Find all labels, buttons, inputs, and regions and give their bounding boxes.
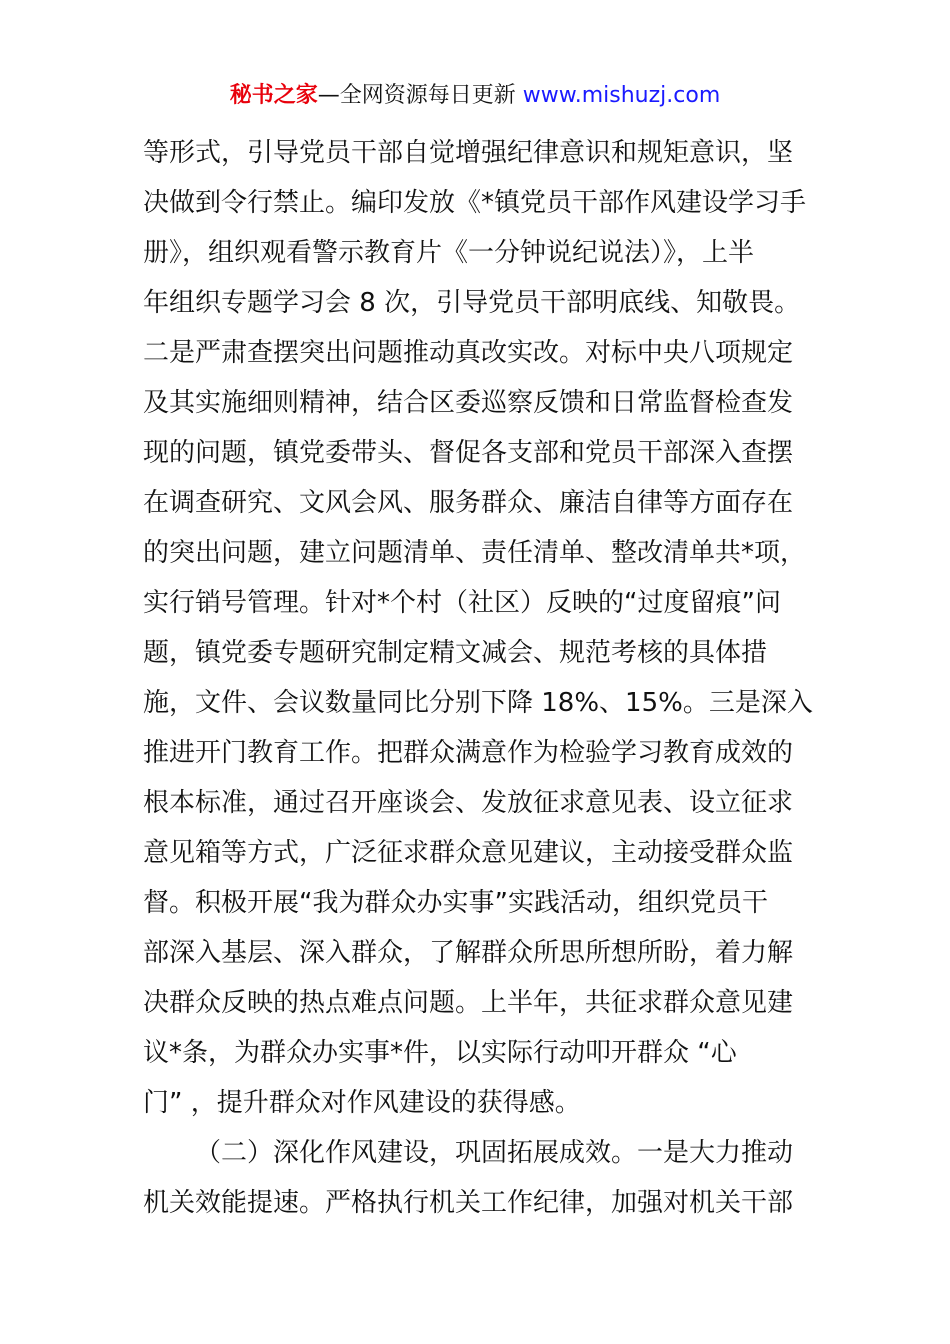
text-line: 年组织专题学习会 8 次，引导党员干部明底线、知敬畏。 [143, 288, 801, 318]
text-line: 决群众反映的热点难点问题。上半年，共征求群众意见建 [143, 988, 794, 1018]
text-line: 实行销号管理。针对*个村（社区）反映的“过度留痕”问 [143, 588, 781, 618]
text-line: 现的问题，镇党委带头、督促各支部和党员干部深入查摆 [143, 438, 794, 468]
site-url[interactable]: www.mishuzj.com [522, 83, 721, 108]
text-line: 等形式，引导党员干部自觉增强纪律意识和规矩意识，坚 [143, 138, 794, 168]
brand-name: 秘书之家 [229, 83, 318, 108]
text-line: 册》，组织观看警示教育片《一分钟说纪说法）》，上半 [143, 238, 755, 268]
text-line: 的突出问题，建立问题清单、责任清单、整改清单共*项， [143, 538, 807, 568]
text-line: 在调查研究、文风会风、服务群众、廉洁自律等方面存在 [143, 488, 794, 518]
site-header [0, 80, 950, 112]
text-line: 部深入基层、深入群众，了解群众所思所想所盼，着力解 [143, 938, 794, 968]
text-line: 督。积极开展“我为群众办实事”实践活动，组织党员干 [143, 888, 768, 918]
text-line: 施，文件、会议数量同比分别下降 18%、15%。三是深入 [143, 688, 813, 718]
text-line: 意见箱等方式，广泛征求群众意见建议，主动接受群众监 [143, 838, 794, 868]
text-line: 议*条，为群众办实事*件，以实际行动叩开群众 “心 [143, 1038, 737, 1068]
text-line: 二是严肃查摆突出问题推动真改实改。对标中央八项规定 [143, 338, 794, 368]
text-line: 决做到令行禁止。编印发放《*镇党员干部作风建设学习手 [143, 188, 807, 218]
text-line: 推进开门教育工作。把群众满意作为检验学习教育成效的 [143, 738, 794, 768]
text-line: 门” ，提升群众对作风建设的获得感。 [143, 1088, 581, 1118]
paragraph-start-line: （二）深化作风建设，巩固拓展成效。一是大力推动 [195, 1138, 794, 1168]
text-line: 根本标准，通过召开座谈会、发放征求意见表、设立征求 [143, 788, 794, 818]
header-slogan: —全网资源每日更新 [317, 83, 523, 108]
text-line: 及其实施细则精神，结合区委巡察反馈和日常监督检查发 [143, 388, 794, 418]
document-body [143, 128, 813, 1228]
text-line: 机关效能提速。严格执行机关工作纪律，加强对机关干部 [143, 1188, 794, 1218]
text-line: 题，镇党委专题研究制定精文减会、规范考核的具体措 [143, 638, 768, 668]
